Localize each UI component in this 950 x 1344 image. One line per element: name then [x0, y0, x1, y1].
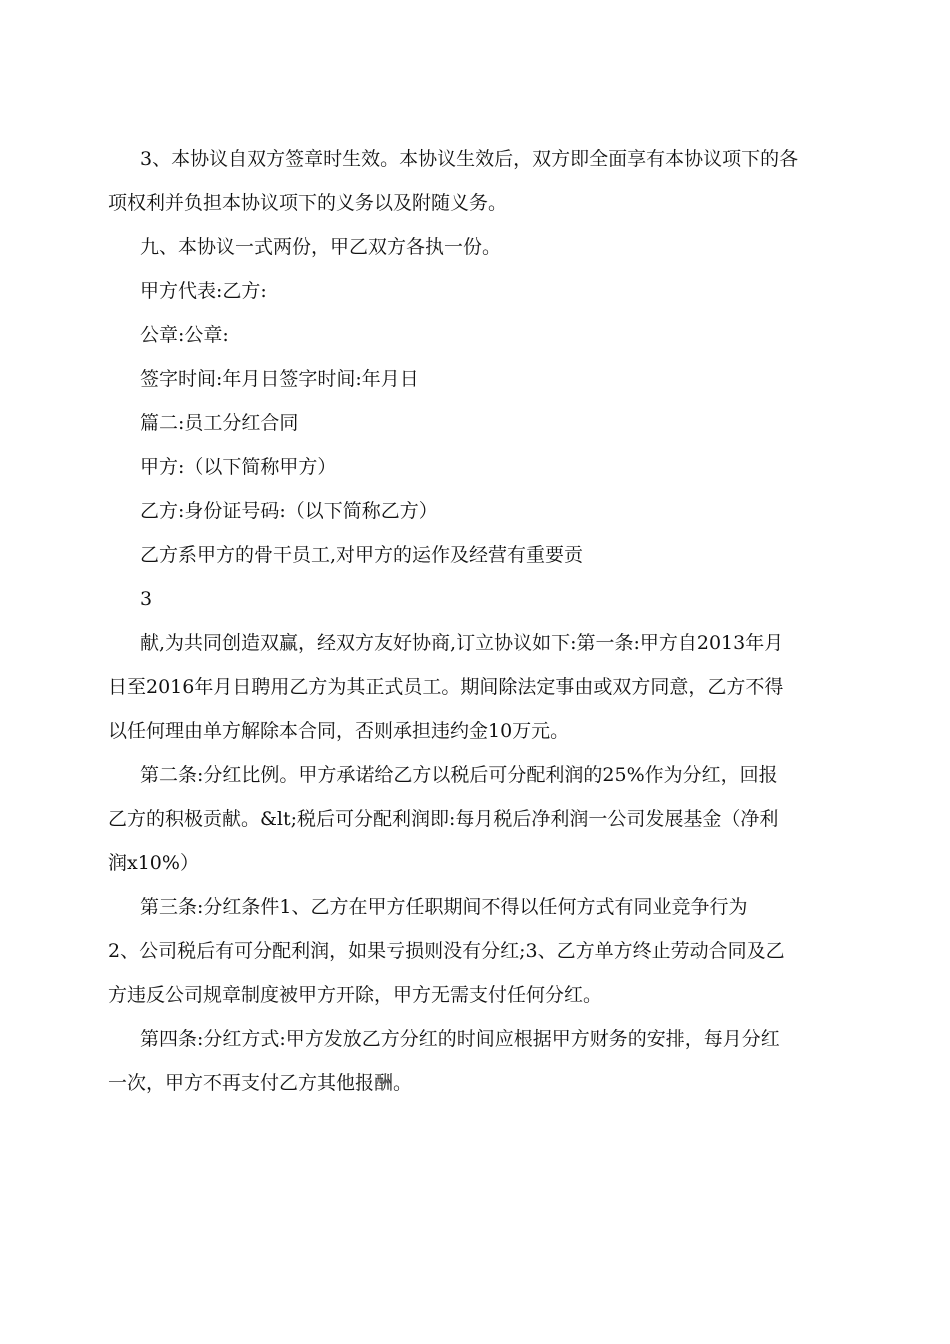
text-line: 第二条:分红比例。甲方承诺给乙方以税后可分配利润的25%作为分红，回报 — [140, 764, 778, 786]
text-line: 以任何理由单方解除本合同，否则承担违约金10万元。 — [108, 720, 570, 742]
text-line: 公章:公章: — [140, 324, 229, 346]
text-line: 签字时间:年月日签字时间:年月日 — [140, 368, 419, 390]
text-line: 方违反公司规章制度被甲方开除，甲方无需支付任何分红。 — [108, 984, 603, 1006]
text-line: 2、公司税后有可分配利润，如果亏损则没有分红;3、乙方单方终止劳动合同及乙 — [108, 940, 785, 962]
text-line: 润x10%） — [108, 852, 199, 874]
text-line: 甲方代表:乙方: — [140, 280, 267, 302]
text-line: 项权利并负担本协议项下的义务以及附随义务。 — [108, 192, 508, 214]
page-number: 3 — [140, 588, 153, 610]
text-line: 第四条:分红方式:甲方发放乙方分红的时间应根据甲方财务的安排，每月分红 — [140, 1028, 780, 1050]
text-line: 甲方:（以下简称甲方） — [140, 456, 337, 478]
text-line: 一次，甲方不再支付乙方其他报酬。 — [108, 1072, 413, 1094]
text-line: 献,为共同创造双赢，经双方友好协商,订立协议如下:第一条:甲方自2013年月 — [140, 632, 784, 654]
text-line: 篇二:员工分红合同 — [140, 412, 299, 434]
text-line: 乙方系甲方的骨干员工,对甲方的运作及经营有重要贡 — [140, 544, 584, 566]
text-line: 乙方的积极贡献。&lt;税后可分配利润即:每月税后净利润一公司发展基金（净利 — [108, 808, 779, 830]
text-line: 乙方:身份证号码:（以下简称乙方） — [140, 500, 438, 522]
text-line: 日至2016年月日聘用乙方为其正式员工。期间除法定事由或双方同意，乙方不得 — [108, 676, 784, 698]
document-body — [108, 137, 848, 1105]
text-line: 九、本协议一式两份，甲乙双方各执一份。 — [140, 236, 502, 258]
text-line: 第三条:分红条件1、乙方在甲方任职期间不得以任何方式有同业竞争行为 — [140, 896, 748, 918]
text-line: 3、本协议自双方签章时生效。本协议生效后，双方即全面享有本协议项下的各 — [140, 148, 799, 170]
